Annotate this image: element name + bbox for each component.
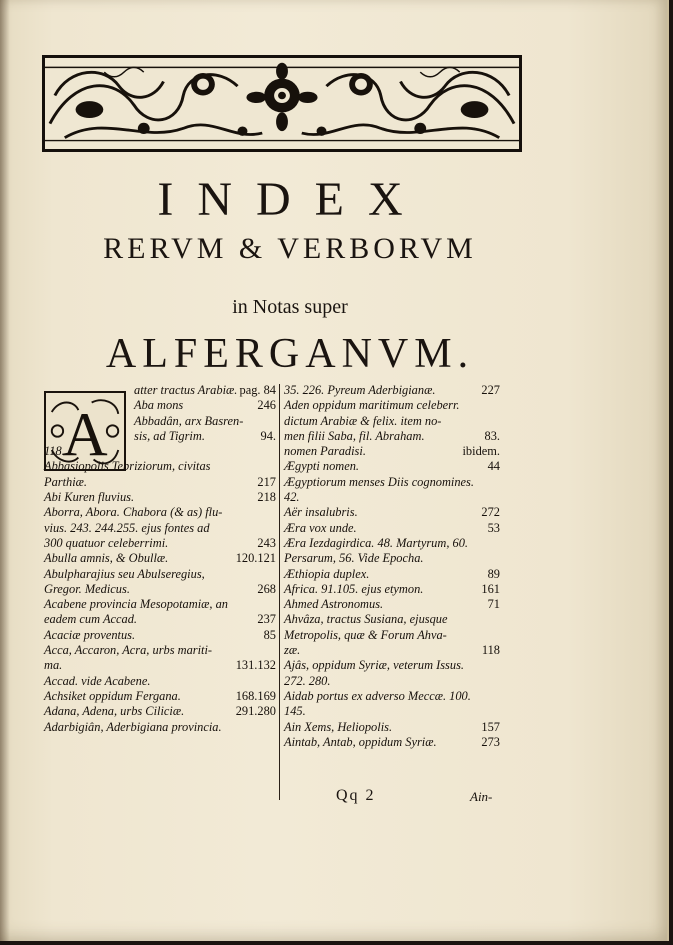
entry-text: zæ. <box>284 643 301 658</box>
entry-text: Acaciæ proventus. <box>44 627 136 642</box>
entry-text: 300 quatuor celeberrimi. <box>44 535 169 550</box>
entry-text: sis, ad Tigrim. <box>134 428 205 443</box>
index-entry <box>284 459 500 474</box>
entry-text: eadem cum Accad. <box>44 612 138 627</box>
entry-text: dictum Arabiæ & felix. item no- <box>284 413 442 428</box>
entry-text: Æthiopia duplex. <box>284 566 370 581</box>
index-entry <box>44 536 276 551</box>
entry-page-ref: 227 <box>481 383 500 397</box>
entry-text: Ahmed Astronomus. <box>284 597 384 612</box>
entry-page-ref: 168.169 <box>235 688 276 703</box>
title-index: INDEX <box>157 173 427 226</box>
signature-mark: Qq 2 <box>336 787 376 804</box>
entry-text: 42. <box>284 490 300 505</box>
entry-text: Adarbigiân, Aderbigiana provincia. <box>44 719 222 734</box>
entry-page-ref: 120.121 <box>235 551 276 566</box>
index-entry <box>44 521 276 536</box>
entry-text: 145. <box>284 704 306 719</box>
catchword: Ain- <box>470 789 493 804</box>
entry-page-ref: 268 <box>257 581 276 596</box>
entry-text: Aidab portus ex adverso Meccæ. 100. <box>284 688 471 703</box>
column-divider <box>279 384 280 800</box>
index-entry <box>284 505 500 520</box>
index-entry <box>284 444 500 459</box>
entry-text: Abulpharajius seu Abulseregius, <box>44 566 205 581</box>
entry-text: Ajâs, oppidum Syriæ, veterum Issus. <box>284 658 464 673</box>
entry-page-ref: 237 <box>257 612 276 627</box>
entry-text: Ægyptiorum menses Diis cognomines. <box>284 474 474 489</box>
entry-page-ref: 291.280 <box>235 704 276 719</box>
entry-text: Gregor. Medicus. <box>44 581 130 596</box>
entry-text: Abbadân, arx Basren- <box>134 413 244 428</box>
entry-text: Ain Xems, Heliopolis. <box>284 719 393 734</box>
index-entry <box>284 582 500 597</box>
title-rerum-verborum: RERVM & VERBORVM <box>103 232 477 265</box>
index-entry <box>44 444 276 459</box>
index-entry <box>284 414 500 429</box>
index-entry <box>44 475 276 490</box>
index-entry <box>284 612 500 627</box>
index-entry <box>44 414 276 429</box>
entry-page-ref: 273 <box>481 734 500 749</box>
index-entry <box>44 704 276 719</box>
entry-page-ref: ibidem. <box>462 444 500 459</box>
entry-text: Abulla amnis, & Obullæ. <box>44 551 169 566</box>
index-entry <box>44 551 276 566</box>
entry-page-ref: 118 <box>481 643 500 658</box>
index-entry <box>44 643 276 658</box>
entry-text: Aden oppidum maritimum celeberr. <box>284 398 460 413</box>
entry-text: Accad. vide Acabene. <box>44 673 151 688</box>
index-entry <box>284 597 500 612</box>
entry-text: ma. <box>44 658 63 673</box>
index-entry <box>44 612 276 627</box>
index-entry <box>284 735 500 750</box>
index-entry <box>44 398 276 413</box>
index-entry <box>284 567 500 582</box>
entry-text: Aborra, Abora. Chabora (& as) flu- <box>44 505 223 520</box>
title-alferganum: ALFERGANVM. <box>105 331 475 377</box>
entry-page-ref: 85 <box>263 627 276 642</box>
index-entry <box>44 720 276 735</box>
spine-shadow <box>0 0 10 941</box>
entry-text: Ahvâza, tractus Susiana, ejusque <box>284 612 448 627</box>
entry-text: Abbasiopolis Tebriziorum, civitas <box>44 459 211 474</box>
index-entry <box>44 582 276 597</box>
entry-text: Persarum, 56. Vide Epocha. <box>284 551 424 566</box>
entry-page-ref: pag. 84 <box>239 383 276 397</box>
entry-text: nomen Paradisi. <box>284 444 366 459</box>
title-in-notas: in Notas super <box>232 296 348 318</box>
entry-text: men filii Saba, fil. Abraham. <box>284 428 425 443</box>
index-entry <box>284 398 500 413</box>
index-entry <box>284 689 500 704</box>
index-entry <box>284 643 500 658</box>
index-entry <box>284 658 500 673</box>
entry-text: Metropolis, quæ & Forum Ahva- <box>284 627 447 642</box>
entry-text: Acca, Accaron, Acra, urbs mariti- <box>44 643 213 658</box>
index-entry <box>284 521 500 536</box>
index-column-left <box>44 383 276 735</box>
index-entry <box>44 674 276 689</box>
index-entry <box>44 490 276 505</box>
entry-text: Ægypti nomen. <box>284 459 360 474</box>
entry-page-ref: 217 <box>257 474 276 489</box>
ornamental-headpiece <box>42 55 522 152</box>
entry-page-ref: 218 <box>257 490 276 505</box>
entry-text: 272. 280. <box>284 673 331 688</box>
entry-text: 35. 226. Pyreum Aderbigianæ. <box>284 383 436 397</box>
entry-text: Achsiket oppidum Fergana. <box>44 688 181 703</box>
entry-text: 118. <box>44 444 65 459</box>
entry-text: Aër insalubris. <box>284 505 358 520</box>
entry-text: atter tractus Arabiæ. <box>134 383 238 397</box>
entry-page-ref: 246 <box>257 398 276 413</box>
index-column-right <box>284 383 500 750</box>
index-entry <box>44 567 276 582</box>
index-entry <box>284 551 500 566</box>
index-entry <box>284 704 500 719</box>
entry-text: vius. 243. 244.255. ejus fontes ad <box>44 520 210 535</box>
index-entry <box>284 720 500 735</box>
initial-letter-glyph: A <box>62 399 108 469</box>
index-entry <box>44 505 276 520</box>
entry-page-ref: 161 <box>481 581 500 596</box>
entry-page-ref: 94. <box>260 428 276 443</box>
entry-page-ref: 83. <box>484 428 500 443</box>
index-entry <box>44 658 276 673</box>
entry-page-ref: 53 <box>487 520 500 535</box>
index-entry <box>44 628 276 643</box>
entry-text: Parthiæ. <box>44 474 88 489</box>
index-entry <box>44 429 276 444</box>
entry-page-ref: 272 <box>481 505 500 520</box>
entry-text: Abi Kuren fluvius. <box>44 490 135 505</box>
index-entry <box>44 597 276 612</box>
index-entry <box>44 459 276 474</box>
index-entry <box>284 475 500 490</box>
entry-text: Æra vox unde. <box>284 520 357 535</box>
index-entry <box>284 429 500 444</box>
index-entry <box>284 628 500 643</box>
entry-page-ref: 243 <box>257 535 276 550</box>
index-entry <box>284 674 500 689</box>
entry-text: Africa. 91.105. ejus etymon. <box>284 581 424 596</box>
entry-page-ref: 44 <box>487 459 500 474</box>
entry-text: Aba mons <box>134 398 184 413</box>
entry-page-ref: 131.132 <box>235 658 276 673</box>
entry-text: Adana, Adena, urbs Ciliciæ. <box>44 704 185 719</box>
index-entry <box>284 536 500 551</box>
entry-page-ref: 89 <box>487 566 500 581</box>
entry-text: Æra Iezdagirdica. 48. Martyrum, 60. <box>284 535 469 550</box>
entry-text: Acabene provincia Mesopotamiæ, an <box>44 597 228 612</box>
entry-page-ref: 71 <box>487 597 500 612</box>
index-entry <box>44 689 276 704</box>
index-entry <box>284 383 500 398</box>
index-entry <box>284 490 500 505</box>
entry-page-ref: 157 <box>481 719 500 734</box>
entry-text: Aintab, Antab, oppidum Syriæ. <box>284 734 437 749</box>
